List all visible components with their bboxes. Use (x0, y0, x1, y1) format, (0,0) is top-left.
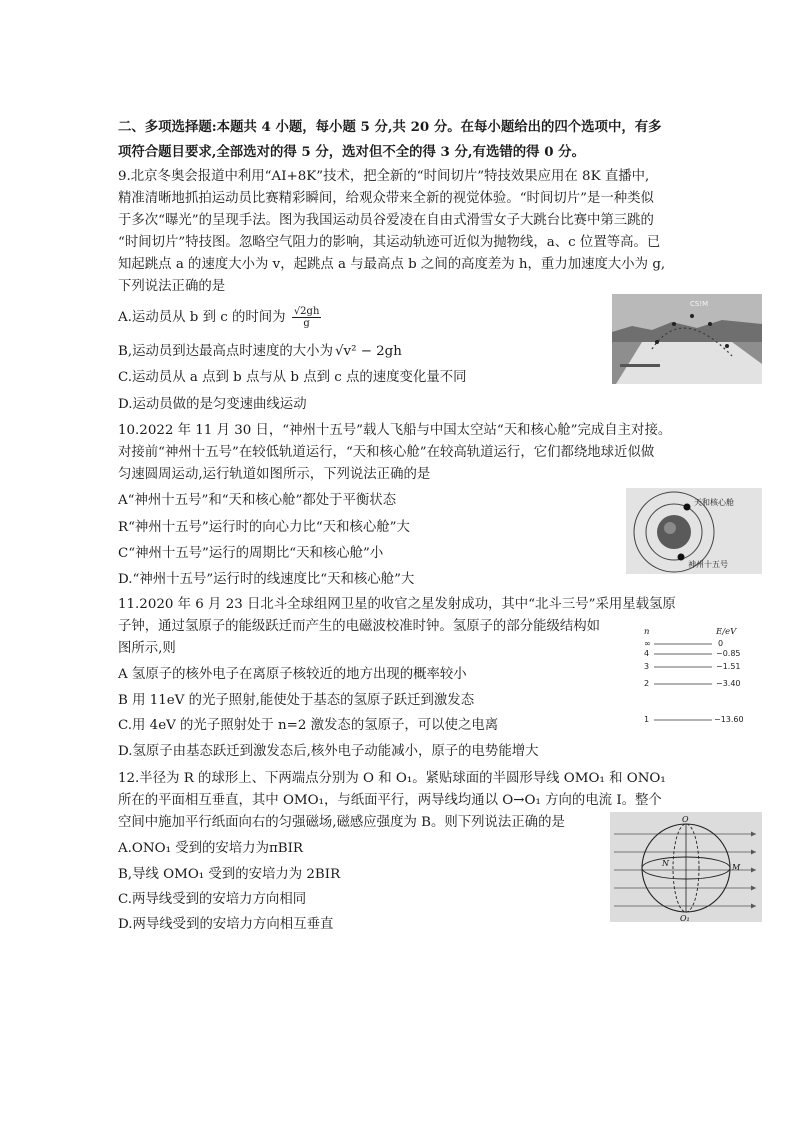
q9-option-b-expression: √v² − 2gh (334, 344, 402, 359)
q12-option-c: C.两导线受到的安培力方向相同 (118, 892, 307, 907)
q9-stem-line: 精准清晰地抓拍运动员比赛精彩瞬间，给观众带来全新的视觉体验。“时间切片”是一种类似 (118, 191, 654, 206)
level-n: 1 (644, 715, 650, 724)
level-energy: 0 (718, 639, 724, 648)
energy-level-diagram (636, 624, 760, 728)
photo-caption: CS!M (690, 300, 709, 308)
q12-stem-line: 空间中施加平行纸面向右的匀强磁场,磁感应强度为 B。则下列说法正确的是 (118, 815, 565, 830)
spacecraft-icon (678, 554, 685, 561)
q10-option-a: A“神州十五号”和“天和核心舱”都处于平衡状态 (118, 493, 397, 508)
q10-option-b: R“神州十五号”运行时的向心力比“天和核心舱”大 (118, 520, 410, 535)
q9-option-d: D.运动员做的是匀变速曲线运动 (118, 397, 307, 412)
level-energy: −0.85 (716, 649, 741, 658)
fraction-numerator: √2gh (293, 306, 320, 317)
label-tianhe: 天和核心舱 (694, 498, 734, 507)
level-energy: −1.51 (716, 662, 741, 671)
level-n: ∞ (644, 639, 651, 648)
q11-option-a: A 氢原子的核外电子在离原子核较近的地方出现的概率较小 (118, 667, 467, 682)
level-n: 4 (644, 649, 650, 658)
q12-option-b: B,导线 OMO₁ 受到的安培力为 2BIR (118, 867, 341, 882)
q9-stem-line: “时间切片”特技图。忽略空气阻力的影响，其运动轨迹可近似为抛物线，a、c 位置等高。已 (118, 235, 661, 250)
section-header-line-1: 二、多项选择题:本题共 4 小题，每小题 5 分,共 20 分。在每小题给出的四个选项中，有多 (118, 119, 662, 135)
q9-option-a (118, 306, 321, 329)
level-n: 2 (644, 679, 650, 688)
q11-stem-line: 子钟，通过氢原子的能级跃迁而产生的电磁波校准时钟。氢原子的部分能级结构如 (118, 619, 601, 634)
q10-option-c: C“神州十五号”运行的周期比“天和核心舱”小 (118, 546, 384, 561)
section-header-line-2: 项符合题目要求,全部选对的得 5 分，选对但不全的得 3 分,有选错的得 0 分。 (118, 144, 585, 160)
ski-jump-photo (612, 294, 762, 384)
label-m: M (732, 863, 741, 872)
q9-stem-line: 知起跳点 a 的速度大小为 v，起跳点 a 与最高点 b 之间的高度差为 h，重力加速度大小为 g, (118, 257, 666, 272)
label-o1: O₁ (680, 914, 690, 922)
q9-option-b-text: B,运动员到达最高点时速度的大小为 (118, 344, 333, 359)
q10-stem-line: 匀速圆周运动,运行轨道如图所示，下列说法正确的是 (118, 467, 431, 482)
orbit-diagram (626, 488, 762, 574)
q10-option-d: D.“神州十五号”运行时的线速度比“天和核心舱”大 (118, 572, 415, 587)
n-axis-label: n (644, 627, 650, 637)
q12-option-a: A.ONO₁ 受到的安培力为πBIR (118, 841, 303, 856)
q12-stem-line: 所在的平面相互垂直，其中 OMO₁，与纸面平行，两导线均通以 O→O₁ 方向的电流 I。整个 (118, 793, 662, 808)
level-energy: −13.60 (714, 715, 744, 724)
q10-stem-line: 对接前“神州十五号”在较低轨道运行，“天和核心舱”在较高轨道运行，它们都绕地球近似做 (118, 445, 655, 460)
q9-stem-line: 下列说法正确的是 (118, 279, 226, 294)
label-o: O (682, 815, 689, 824)
fraction-denominator: g (303, 318, 310, 329)
q12-stem-line: 12.半径为 R 的球形上、下两端点分别为 O 和 O₁。紧贴球面的半圆形导线 OMO₁ 和 ONO₁ (118, 771, 666, 786)
energy-axis-label: E/eV (716, 627, 737, 637)
q9-option-a-fraction (292, 306, 322, 329)
q9-option-a-text: A.运动员从 b 到 c 的时间为 (118, 310, 286, 325)
level-n: 3 (644, 662, 650, 671)
q11-option-b: B 用 11eV 的光子照射,能使处于基态的氢原子跃迁到激发态 (118, 693, 475, 708)
level-energy: −3.40 (716, 679, 741, 688)
q9-option-c: C.运动员从 a 点到 b 点与从 b 点到 c 点的速度变化量不同 (118, 370, 467, 385)
q11-stem-line: 11.2020 年 6 月 23 日北斗全球组网卫星的收官之星发射成功，其中“北斗三号”采用星载氢原 (118, 597, 676, 612)
q11-stem-line: 图所示,则 (118, 641, 176, 656)
q11-option-c: C.用 4eV 的光子照射处于 n=2 激发态的氢原子，可以使之电离 (118, 718, 499, 733)
sphere-field-diagram (610, 812, 762, 922)
core-module-icon (684, 504, 691, 511)
q9-option-b (118, 343, 402, 361)
q9-stem-line: 9.北京冬奥会报道中利用“AI+8K”技术，把全新的“时间切片”特技效果应用在 8K 直播中, (118, 169, 650, 184)
q10-stem-line: 10.2022 年 11 月 30 日，“神州十五号”载人飞船与中国太空站“天和核心舱”完成自主对接。 (118, 423, 672, 438)
q9-stem-line: 于多次“曝光”的呈现手法。图为我国运动员谷爱凌在自由式滑雪女子大跳台比赛中第三跳的 (118, 213, 654, 228)
label-shenzhou: 神州十五号 (688, 560, 728, 569)
q12-option-d: D.两导线受到的安培力方向相互垂直 (118, 917, 334, 932)
label-n: N (662, 859, 669, 868)
q11-option-d: D.氢原子由基态跃迁到激发态后,核外电子动能减小，原子的电势能增大 (118, 744, 539, 759)
